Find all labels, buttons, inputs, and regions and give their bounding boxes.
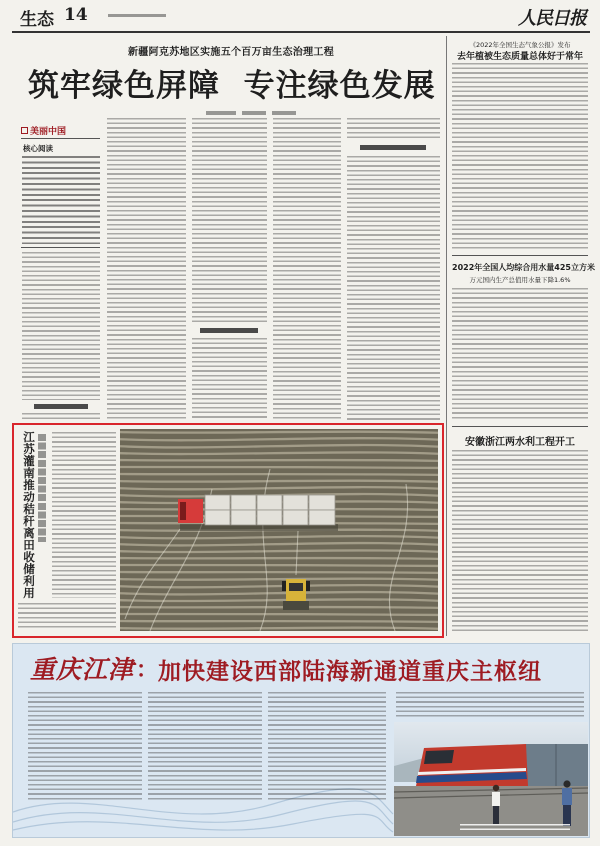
straw-bale xyxy=(231,495,256,510)
section-subhead xyxy=(360,145,426,150)
body-text-column xyxy=(347,156,440,420)
body-text-column xyxy=(107,118,186,420)
banner-wave xyxy=(13,801,393,824)
truck-windshield xyxy=(180,502,186,520)
byline xyxy=(206,111,236,115)
field-row xyxy=(120,572,438,573)
field-row xyxy=(120,628,438,629)
photo-story-caption xyxy=(18,603,116,630)
sidebar-item3-headline: 安徽浙江两水利工程开工 xyxy=(465,437,575,448)
column-label-rule xyxy=(21,138,100,139)
sidebar-item2-subhead: 万元国内生产总值用水量下降1.6% xyxy=(469,276,571,284)
truck xyxy=(178,495,338,531)
straw-bale xyxy=(257,510,282,525)
person-torso xyxy=(492,792,500,806)
field-row xyxy=(120,579,438,580)
byline xyxy=(272,111,296,115)
straw-bale xyxy=(205,510,230,525)
core-reading-rule xyxy=(21,247,100,248)
core-reading-text xyxy=(22,156,100,244)
sidebar-item2-headline: 2022年全国人均综合用水量425立方米 xyxy=(452,263,595,272)
masthead-logo: 人民日报 xyxy=(518,8,586,29)
header-rule xyxy=(12,31,590,33)
field-row xyxy=(120,565,438,566)
field-row xyxy=(120,607,438,608)
person-legs xyxy=(563,805,571,826)
straw-bales xyxy=(205,495,335,525)
banner-text-column xyxy=(268,692,386,800)
banner-text-column xyxy=(148,692,262,800)
banner-text-column xyxy=(28,692,142,800)
train-photo xyxy=(394,722,588,836)
person-head xyxy=(493,785,499,791)
straw-bale xyxy=(283,495,308,510)
section-subhead xyxy=(34,404,88,409)
sidebar-rule xyxy=(452,426,588,427)
lead-kicker: 新疆阿克苏地区实施五个百万亩生态治理工程 xyxy=(128,47,334,58)
banner-separator: ： xyxy=(136,657,159,683)
straw-bale xyxy=(205,495,230,510)
sidebar-item1-kicker: 《2022年全国生态气象公报》发布 xyxy=(469,41,571,49)
sidebar-item1-headline: 去年植被生态质量总体好于常年 xyxy=(456,52,583,62)
photo-story-subtitle xyxy=(38,434,46,542)
field-row xyxy=(120,481,438,482)
body-text-column xyxy=(192,118,267,323)
tractor-wheel xyxy=(282,581,286,591)
sidebar-item2-text xyxy=(452,288,588,420)
field-row xyxy=(120,432,438,433)
person-torso xyxy=(562,788,572,805)
photo-story-title: 江苏灌南推动秸秆离田收储利用 xyxy=(22,431,36,599)
person-head xyxy=(563,780,570,787)
field-row xyxy=(120,621,438,622)
sidebar-item3-text xyxy=(452,450,588,632)
tractor-wheel xyxy=(306,581,310,591)
body-text-column xyxy=(347,118,440,138)
date-line xyxy=(108,14,166,17)
tractor xyxy=(282,579,310,610)
field-row xyxy=(120,558,438,559)
core-reading-title: 核心阅读 xyxy=(23,144,53,153)
straw-bale xyxy=(309,510,335,525)
freight-cars xyxy=(526,744,588,786)
column-label: 美丽中国 xyxy=(30,127,67,137)
byline xyxy=(242,111,266,115)
straw-bale xyxy=(309,495,335,510)
locomotive-window xyxy=(424,750,454,764)
tractor-cab xyxy=(289,583,303,591)
section-name: 生态 xyxy=(20,10,54,30)
main-headline: 筑牢绿色屏障 专注绿色发展 xyxy=(28,68,436,104)
column-rule xyxy=(446,36,447,636)
body-text-column xyxy=(192,338,267,420)
sidebar-item1-text xyxy=(452,63,588,250)
photo-story-text xyxy=(52,432,116,598)
body-text-column xyxy=(22,252,100,400)
tractor-implement xyxy=(283,601,309,610)
field-row xyxy=(120,474,438,475)
body-text-column xyxy=(273,118,341,420)
banner-headline: 加快建设西部陆海新通道重庆主枢纽 xyxy=(158,658,542,685)
field-row xyxy=(120,460,438,461)
person-legs xyxy=(493,806,499,824)
page-number: 14 xyxy=(64,5,88,25)
column-label-box-icon xyxy=(21,127,28,134)
banner-text-column xyxy=(396,692,584,718)
sidebar-rule xyxy=(452,255,588,256)
banner-place: 重庆江津 xyxy=(30,655,135,684)
straw-bale xyxy=(231,510,256,525)
train-photo-caption xyxy=(460,824,570,832)
banner-wave xyxy=(13,814,393,832)
straw-bale xyxy=(257,495,282,510)
straw-bale xyxy=(283,510,308,525)
aerial-field-photo xyxy=(120,429,438,631)
section-subhead xyxy=(200,328,258,333)
field-row xyxy=(120,467,438,468)
body-text-column xyxy=(22,413,100,421)
